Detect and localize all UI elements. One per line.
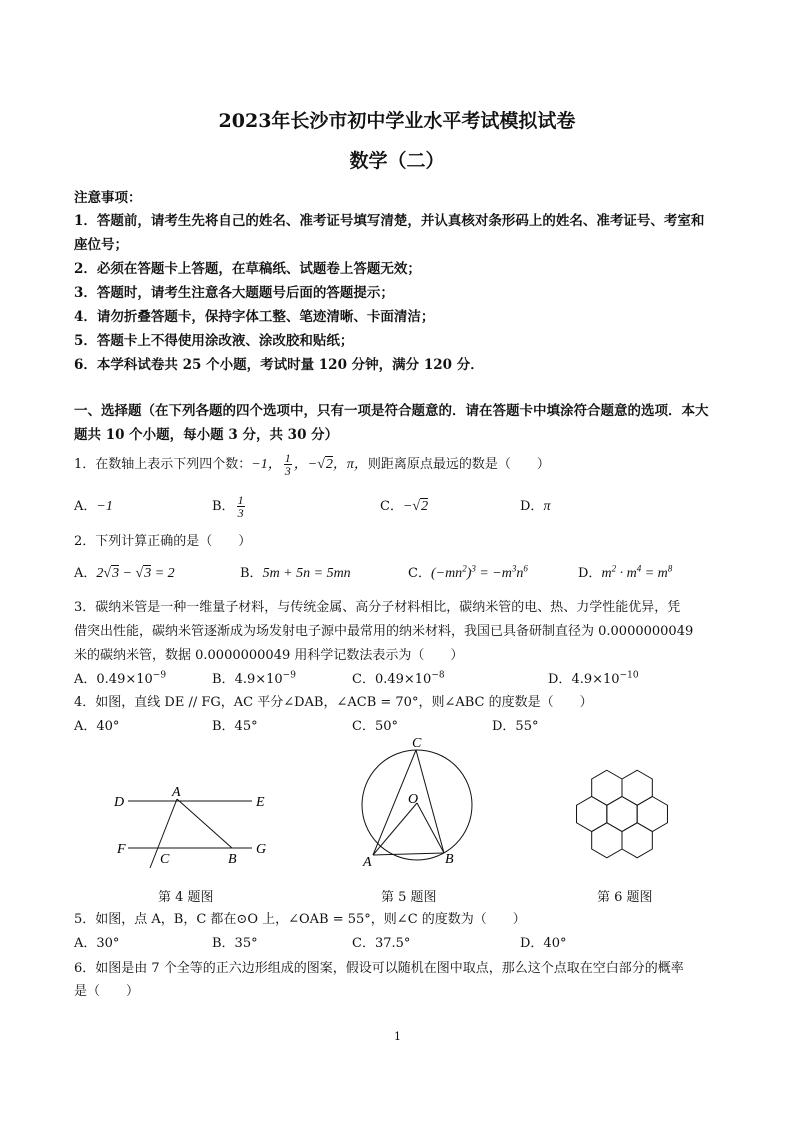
label-b: B (228, 852, 237, 867)
notice-item-4: 4．请勿折叠答题卡，保持字体工整、笔迹清晰、卡面清洁； (74, 309, 435, 325)
question-4-stem: 4．如图，直线 DE // FG，AC 平分∠DAB，∠ACB = 70°，则∠ABC 的度数是（ ） (74, 695, 593, 710)
hexagon-3 (577, 797, 607, 832)
question-6-line-2: 是（ ） (74, 984, 140, 999)
q3-option-d[interactable]: D．$4.9\times 10^{-10}$ (548, 670, 639, 687)
notice-item-3: 3．答题时，请考生注意各大题题号后面的答题提示； (74, 285, 394, 301)
segment-ob (417, 803, 444, 853)
q1-option-a[interactable]: A．−1 (74, 499, 113, 514)
notice-item-2: 2．必须在答题卡上答题，在草稿纸、试题卷上答题无效； (74, 261, 421, 277)
q1-option-c[interactable]: C．−√2 (380, 499, 429, 514)
q5-option-b[interactable]: B．35° (212, 936, 258, 951)
q3-option-b[interactable]: B．$4.9\times 10^{-9}$ (212, 670, 296, 687)
question-2-stem: 2．下列计算正确的是（ ） (74, 534, 252, 549)
label-g: G (256, 842, 267, 857)
hexagon-2 (637, 797, 667, 832)
label-o: O (408, 792, 419, 807)
segment-ab (177, 799, 232, 848)
figure-6-hexagons (565, 760, 680, 870)
q1-option-b[interactable]: B． $\frac{1}{3}$ (212, 493, 244, 520)
question-6-line-1: 6．如图是由 7 个全等的正六边形组成的图案，假设可以随机在图中取点，那么这个点取在空白部分的概率 (74, 961, 684, 976)
question-1-stem: 1．在数轴上表示下列四个数：−1， $\frac{1}{3}$ ，−√2，π，则距离原点最远的数是（ ） (74, 451, 550, 478)
hexagon-6 (622, 823, 652, 858)
figure-5-caption: 第 5 题图 (381, 890, 437, 905)
question-3-line-2: 借突出性能，碳纳米管逐渐成为场发射电子源中最常用的纳米材料，我国已具备研制直径为 0.0000000049 (74, 624, 694, 639)
label-c: C (160, 852, 170, 867)
q3-option-c[interactable]: C．$0.49\times 10^{-8}$ (352, 670, 445, 687)
exam-subtitle: 数学（二） (349, 150, 445, 172)
q4-option-b[interactable]: B．45° (212, 719, 258, 734)
q5-option-c[interactable]: C．37.5° (352, 936, 411, 951)
q2-option-d[interactable]: D．$m^2 \cdot m^4 = m^8$ (578, 563, 673, 581)
label-a: A (172, 785, 181, 800)
q2-option-b[interactable]: B．5m + 5n = 5mn (240, 566, 351, 581)
label-f: F (117, 842, 126, 857)
label-a: A (363, 855, 372, 870)
notice-item-1: 1．答题前，请考生先将自己的姓名、准考证号填写清楚，并认真核对条形码上的姓名、准考证号、考室和 (74, 213, 705, 229)
q4-option-a[interactable]: A．40° (74, 719, 120, 734)
q2-option-a[interactable]: A．2√3 − √3 = 2 (74, 566, 175, 581)
label-c: C (412, 736, 422, 751)
question-3-line-1: 3．碳纳米管是一种一维量子材料，与传统金属、高分子材料相比，碳纳米管的电、热、力学性能优异，凭 (74, 600, 681, 615)
q3-option-a[interactable]: A．$0.49\times 10^{-9}$ (74, 670, 167, 687)
figure-5-circle (350, 735, 490, 870)
label-b: B (445, 852, 454, 867)
segment-cb (416, 750, 444, 853)
hexagon-4 (622, 770, 652, 805)
q5-option-a[interactable]: A．30° (74, 936, 120, 951)
question-3-line-3: 米的碳纳米管，数据 0.0000000049 用科学记数法表示为（ ） (74, 648, 464, 663)
figure-4-parallel-lines (100, 780, 280, 870)
notice-item-5: 5．答题卡上不得使用涂改液、涂改胶和贴纸； (74, 333, 354, 349)
label-d: D (114, 795, 125, 810)
q4-option-d[interactable]: D．55° (492, 719, 539, 734)
notice-item-6: 6．本学科试卷共 25 个小题，考试时量 120 分钟，满分 120 分． (74, 357, 484, 373)
label-e: E (256, 795, 265, 810)
figure-6-caption: 第 6 题图 (597, 890, 653, 905)
q4-option-c[interactable]: C．50° (352, 719, 398, 734)
notice-heading: 注意事项： (74, 190, 142, 206)
notice-item-1-cont: 座位号； (74, 237, 128, 253)
hexagon-5 (592, 770, 622, 805)
q1-option-d[interactable]: D．π (520, 499, 551, 514)
question-5-stem: 5．如图，点 A，B，C 都在⊙O 上，∠OAB = 55°，则∠C 的度数为（ ） (74, 912, 526, 927)
q2-option-c[interactable]: C．$(-mn^2)^3 = -m^3n^6$ (408, 563, 528, 581)
exam-title: 2023年长沙市初中学业水平考试模拟试卷 (218, 110, 576, 132)
section-1-heading-cont: 题共 10 个小题，每小题 3 分，共 30 分） (74, 427, 339, 443)
q5-option-d[interactable]: D．40° (520, 936, 567, 951)
hexagon-7 (592, 823, 622, 858)
segment-oa (373, 803, 417, 855)
segment-ab (373, 853, 444, 855)
figure-4-caption: 第 4 题图 (158, 890, 214, 905)
section-1-heading: 一、选择题（在下列各题的四个选项中，只有一项是符合题意的．请在答题卡中填涂符合题意的选项．本大 (74, 403, 709, 419)
hexagon-1 (607, 797, 637, 832)
page-number: 1 (394, 1030, 401, 1043)
